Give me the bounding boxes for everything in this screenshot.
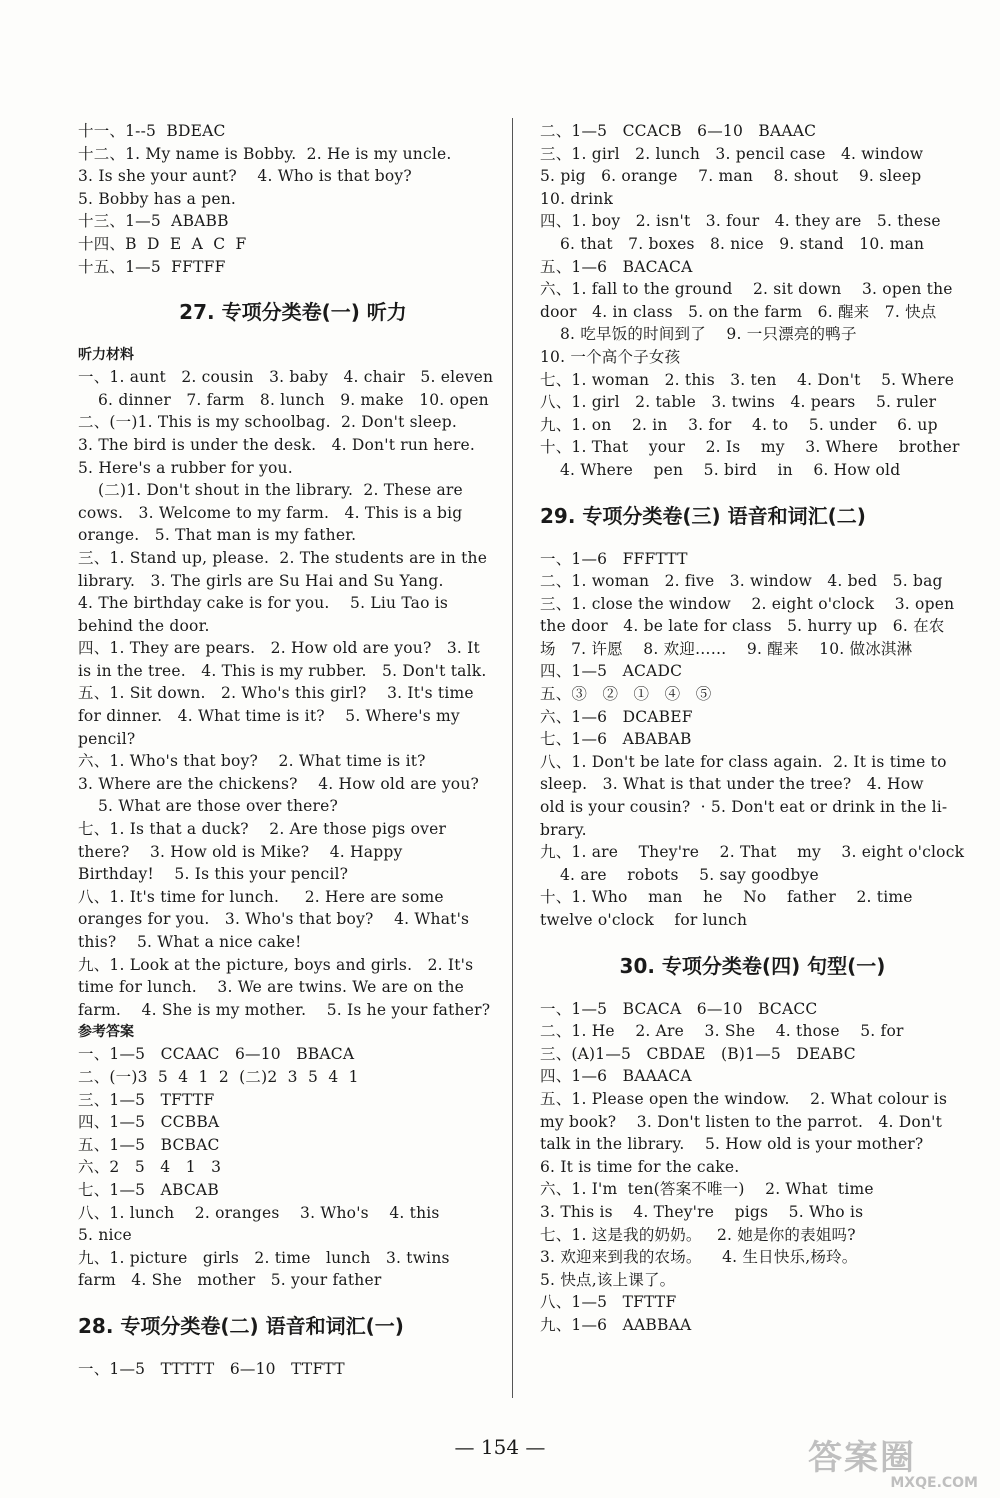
answer-line: 3. The bird is under the desk. 4. Don't run here. (78, 435, 476, 454)
answer-line: there? 3. How old is Mike? 4. Happy (78, 842, 403, 861)
answer-line: 五、1—6 BACACA (540, 257, 693, 276)
answer-line: brary. (540, 820, 587, 839)
answer-line: 二、(一)3 5 4 1 2 (二)2 3 5 4 1 (78, 1067, 359, 1086)
answer-line: Birthday! 5. Is this your pencil? (78, 865, 349, 884)
answer-line: 七、1—5 ABCAB (78, 1180, 219, 1199)
answer-line: 六、1. Who's that boy? 2. What time is it? (78, 752, 426, 771)
answer-line: 十、1. Who man he No father 2. time (540, 888, 913, 907)
answer-line: 一、1—5 BCACA 6—10 BCACC (540, 999, 818, 1018)
answer-line: 6. It is time for the cake. (540, 1157, 740, 1176)
subsection-label: 参考答案 (78, 1024, 134, 1041)
answer-line: old is your cousin? · 5. Don't eat or drink in the li- (540, 798, 948, 817)
answer-line: 3. Is she your aunt? 4. Who is that boy? (78, 167, 412, 186)
answer-line: 6. dinner 7. farm 8. lunch 9. make 10. open (98, 390, 489, 409)
answer-line: 五、1—5 BCBAC (78, 1135, 220, 1154)
answer-line: 5. nice (78, 1226, 132, 1245)
answer-line: 六、2 5 4 1 3 (78, 1158, 222, 1177)
answer-line: 10. 一个高个子女孩 (540, 347, 681, 366)
answer-line: 二、1. woman 2. five 3. window 4. bed 5. bag (540, 572, 943, 591)
answer-line: 十三、1—5 ABABB (78, 212, 229, 231)
answer-line: 三、1. close the window 2. eight o'clock 3. open (540, 594, 955, 613)
right-column (540, 120, 965, 1337)
answer-line: 六、1. I'm ten(答案不唯一) 2. What time (540, 1180, 874, 1199)
answer-line: cows. 3. Welcome to my farm. 4. This is a big (78, 503, 463, 522)
answer-line: 九、1. on 2. in 3. for 4. to 5. under 6. up (540, 415, 938, 434)
answer-line: talk in the library. 5. How old is your mother? (540, 1135, 924, 1154)
answer-line: 四、1—5 CCBBA (78, 1113, 220, 1132)
answer-line: 一、1—5 CCAAC 6—10 BBACA (78, 1045, 355, 1064)
answer-line: 九、1. are They're 2. That my 3. eight o'clock (540, 843, 965, 862)
answer-line: 四、1. boy 2. isn't 3. four 4. they are 5. these (540, 212, 941, 231)
answer-line: door 4. in class 5. on the farm 6. 醒来 7. 快点 (540, 302, 937, 321)
answer-line: library. 3. The girls are Su Hai and Su Yang. (78, 571, 444, 590)
answer-line: 十五、1—5 FFTFF (78, 257, 226, 276)
answer-line: 三、1—5 TFTTF (78, 1090, 215, 1109)
answer-line: 五、1. Sit down. 2. Who's this girl? 3. It's time (78, 684, 474, 703)
answer-line: 八、1—5 TFTTF (540, 1293, 677, 1312)
answer-line: 一、1—6 FFFTTT (540, 549, 688, 568)
answer-line: farm 4. She mother 5. your father (78, 1271, 382, 1290)
answer-line: 七、1. 这是我的奶奶。 2. 她是你的表姐吗? (540, 1225, 856, 1244)
subsection-label: 听力材料 (78, 347, 134, 364)
section-heading: 29. 专项分类卷(三) 语音和词汇(二) (540, 503, 866, 528)
answer-line: 八、1. It's time for lunch. 2. Here are some (78, 887, 444, 906)
answer-line: 九、1. Look at the picture, boys and girls. 2. It's (78, 955, 474, 974)
section-heading: 30. 专项分类卷(四) 句型(一) (619, 953, 886, 978)
answer-line: 六、1. fall to the ground 2. sit down 3. open the (540, 280, 953, 299)
answer-line: 四、1. They are pears. 2. How old are you? 3. It (78, 639, 480, 658)
answer-line: behind the door. (78, 616, 210, 635)
section-heading: 28. 专项分类卷(二) 语音和词汇(一) (78, 1313, 404, 1338)
answer-line: 八、1. Don't be late for class again. 2. It is time to (540, 752, 947, 771)
answer-line: this? 5. What a nice cake! (78, 933, 302, 951)
answer-line: 七、1. Is that a duck? 2. Are those pigs over (78, 820, 447, 839)
answer-line: 5. Here's a rubber for you. (78, 458, 293, 477)
answer-line: 八、1. lunch 2. oranges 3. Who's 4. this (78, 1203, 440, 1222)
answer-line: 5. pig 6. orange 7. man 8. shout 9. sleep (540, 167, 922, 186)
answer-line: 十四、B D E A C F (78, 234, 247, 253)
answer-line: 3. Where are the chickens? 4. How old are you? (78, 774, 480, 793)
answer-line: 七、1. woman 2. this 3. ten 4. Don't 5. Where (540, 370, 955, 389)
answer-line: 三、1. girl 2. lunch 3. pencil case 4. window (540, 144, 924, 163)
answer-line: 5. Bobby has a pen. (78, 189, 237, 208)
answer-line: 八、1. girl 2. table 3. twins 4. pears 5. ruler (540, 393, 937, 412)
answer-line: 8. 吃早饭的时间到了 9. 一只漂亮的鸭子 (560, 325, 857, 344)
answer-line: 五、1. Please open the window. 2. What colour is (540, 1089, 948, 1108)
answer-line: 场 7. 许愿 8. 欢迎…… 9. 醒来 10. 做冰淇淋 (540, 639, 913, 658)
answer-line: 六、1—6 DCABEF (540, 707, 693, 726)
left-column (78, 120, 508, 1381)
answer-line: 10. drink (540, 189, 614, 208)
answer-line: 3. This is 4. They're pigs 5. Who is (540, 1202, 864, 1221)
answer-line: 三、(A)1—5 CBDAE (B)1—5 DEABC (540, 1044, 856, 1063)
answer-line: is in the tree. 4. This is my rubber. 5. Don't talk. (78, 661, 487, 680)
answer-line: 一、1. aunt 2. cousin 3. baby 4. chair 5. eleven (78, 368, 494, 387)
answer-line: 二、(一)1. This is my schoolbag. 2. Don't sleep. (78, 413, 457, 432)
answer-line: 七、1—6 ABABAB (540, 730, 692, 749)
answer-line: 九、1. picture girls 2. time lunch 3. twins (78, 1248, 450, 1267)
answer-line: 二、1. He 2. Are 3. She 4. those 5. for (540, 1022, 904, 1041)
answer-line: 二、1—5 CCACB 6—10 BAAAC (540, 122, 817, 140)
answer-line: 4. are robots 5. say goodbye (560, 865, 819, 884)
answer-line: 九、1—6 AABBAA (540, 1315, 692, 1334)
answer-line: orange. 5. That man is my father. (78, 526, 357, 545)
answer-line: 五、③ ② ① ④ ⑤ (540, 685, 712, 704)
watermark-logo (808, 1438, 978, 1491)
answer-line: time for lunch. 3. We are twins. We are on the (78, 978, 465, 997)
answer-line: 6. that 7. boxes 8. nice 9. stand 10. man (560, 234, 925, 253)
page-number: — 154 — (454, 1435, 546, 1459)
answer-line: 十、1. That your 2. Is my 3. Where brother (540, 438, 960, 457)
watermark-logo-text: 答案圈 (808, 1438, 916, 1478)
answer-line: 4. The birthday cake is for you. 5. Liu Tao is (78, 594, 449, 613)
answer-line: 一、1—5 TTTTT 6—10 TTFTT (78, 1359, 345, 1378)
answer-line: farm. 4. She is my mother. 5. Is he your father? (78, 1000, 491, 1019)
answer-line: sleep. 3. What is that under the tree? 4. How (540, 775, 924, 794)
answer-line: 十二、1. My name is Bobby. 2. He is my uncle. (78, 144, 452, 163)
answer-line: 3. 欢迎来到我的农场。 4. 生日快乐,杨玲。 (540, 1248, 858, 1267)
watermark-url: MXQE.COM (890, 1475, 978, 1491)
answer-line: the door 4. be late for class 5. hurry up 6. 在农 (540, 617, 945, 636)
answer-line: 5. What are those over there? (98, 797, 339, 816)
answer-line: 4. Where pen 5. bird in 6. How old (560, 460, 901, 479)
answer-line: pencil? (78, 729, 136, 748)
answer-line: oranges for you. 3. Who's that boy? 4. What's (78, 910, 470, 929)
answer-line: twelve o'clock for lunch (540, 911, 748, 929)
answer-line: (二)1. Don't shout in the library. 2. These are (98, 481, 463, 500)
answer-line: 三、1. Stand up, please. 2. The students are in the (78, 548, 488, 567)
section-heading: 27. 专项分类卷(一) 听力 (179, 300, 407, 325)
answer-line: 5. 快点,该上课了。 (540, 1270, 676, 1289)
answer-line: 四、1—6 BAAACA (540, 1067, 692, 1086)
answer-line: for dinner. 4. What time is it? 5. Where's my (78, 707, 460, 726)
column-divider (512, 118, 513, 1398)
answer-line: 十一、1--5 BDEAC (78, 122, 226, 140)
answer-line: my book? 3. Don't listen to the parrot. 4. Don't (540, 1112, 943, 1131)
answer-line: 四、1—5 ACADC (540, 662, 683, 681)
